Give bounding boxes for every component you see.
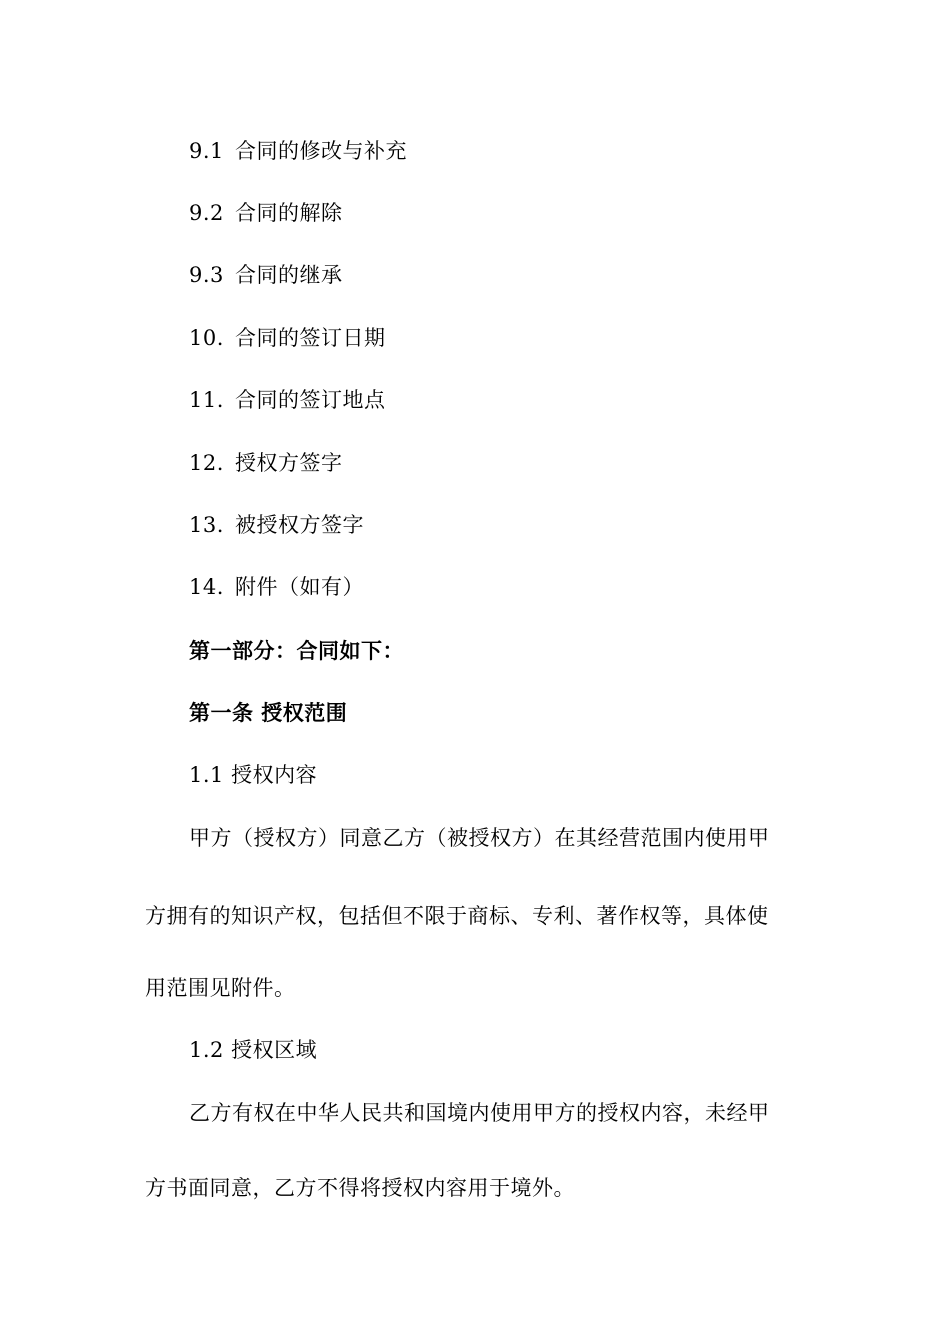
toc-item-number: 9.3: [189, 263, 224, 287]
toc-item-number: 12.: [189, 451, 224, 475]
toc-item-13: [189, 512, 364, 538]
paragraph-line: 乙方有权在中华人民共和国境内使用甲方的授权内容，未经甲: [189, 1101, 770, 1125]
toc-item-title: 合同的解除: [235, 201, 343, 225]
toc-item-9-2: [189, 200, 343, 226]
paragraph-line: 用范围见附件。: [145, 976, 296, 1000]
toc-item-title: 合同的继承: [235, 263, 343, 287]
section-heading-1-1: 1.1 授权内容: [189, 763, 318, 787]
toc-item-9-1: [189, 138, 407, 164]
paragraph-line: 甲方（授权方）同意乙方（被授权方）在其经营范围内使用甲: [189, 826, 770, 850]
toc-item-number: 11.: [189, 388, 224, 412]
toc-item-10: [189, 325, 386, 351]
paragraph-line: 方拥有的知识产权，包括但不限于商标、专利、著作权等，具体使: [145, 904, 769, 928]
toc-item-14: [189, 574, 364, 600]
toc-item-number: 9.2: [189, 201, 224, 225]
part-heading: 第一部分：合同如下：: [189, 638, 404, 663]
toc-item-number: 9.1: [189, 139, 224, 163]
toc-item-title: 合同的修改与补充: [235, 139, 407, 163]
article-heading: 第一条 授权范围: [189, 700, 348, 725]
toc-item-title: 附件（如有）: [235, 575, 364, 599]
paragraph-line: 方书面同意，乙方不得将授权内容用于境外。: [145, 1176, 575, 1200]
toc-item-9-3: [189, 262, 343, 288]
toc-item-12: [189, 450, 343, 476]
toc-item-number: 14.: [189, 575, 224, 599]
toc-item-title: 合同的签订日期: [235, 326, 386, 350]
toc-item-title: 授权方签字: [235, 451, 343, 475]
toc-item-title: 被授权方签字: [235, 513, 364, 537]
toc-item-11: [189, 387, 386, 413]
toc-item-number: 10.: [189, 326, 224, 350]
section-heading-1-2: 1.2 授权区域: [189, 1038, 318, 1062]
toc-item-title: 合同的签订地点: [235, 388, 386, 412]
toc-item-number: 13.: [189, 513, 224, 537]
